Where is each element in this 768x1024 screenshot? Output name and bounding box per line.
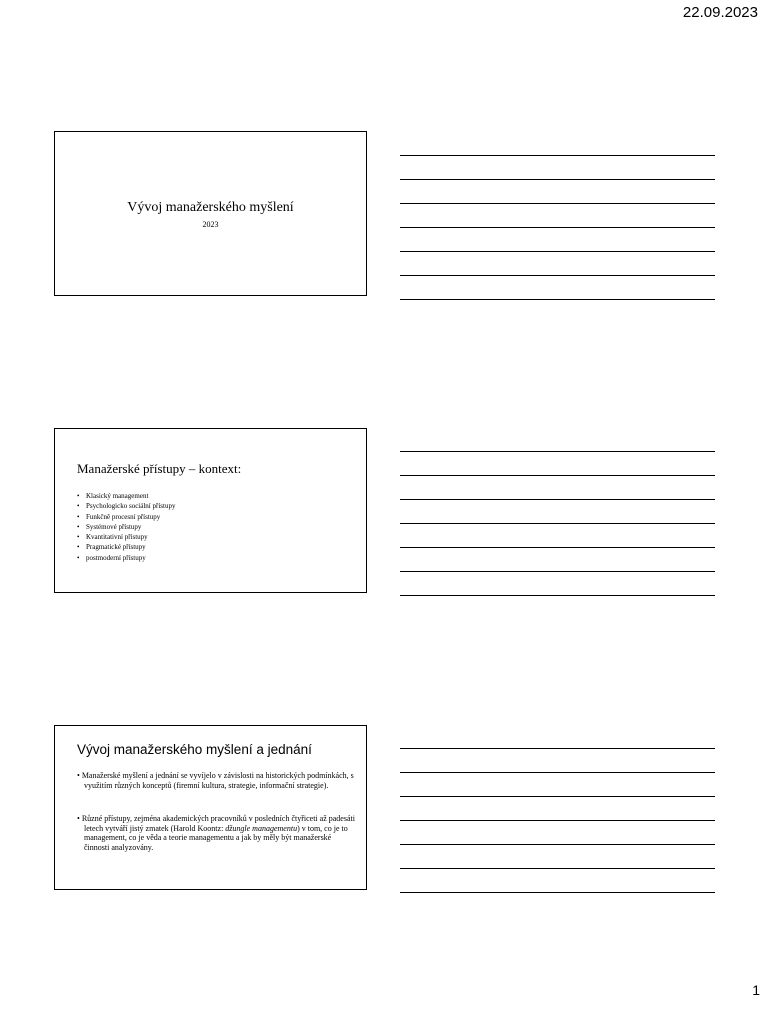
page-number: 1 [752,982,760,998]
paragraph-text: Různé přístupy, zejména akademických pracovníků v posledních čtyřiceti až padesáti letech vytváří jistý zmatek (Harold Koontz: [81,814,355,833]
note-line [400,595,715,596]
list-item: • Funkčně procesní přístupy [77,512,175,522]
slide-3-thumbnail [54,725,367,890]
slide-2-thumbnail [54,428,367,593]
note-line [400,203,715,204]
note-line [400,451,715,452]
slide-3-title: Vývoj manažerského myšlení a jednání [77,742,312,757]
note-line [400,499,715,500]
paragraph-text: ) v tom, co je to management, co je věda a teorie managementu a jak by měly být manažerské činnosti analyzovány. [84,823,348,852]
slide-3-paragraph-1 [77,771,356,790]
print-date: 22.09.2023 [682,4,758,21]
note-line [400,299,715,300]
slide-3-notes-lines [400,748,715,916]
list-item: • Systémové přístupy [77,522,175,532]
note-line [400,748,715,749]
list-item: • Kvantitativní přístupy [77,532,175,542]
note-line [400,155,715,156]
slide-2-notes-lines [400,451,715,619]
slide-2-bullet-list [77,491,175,563]
note-line [400,892,715,893]
slide-1-thumbnail [54,131,367,296]
note-line [400,547,715,548]
note-line [400,820,715,821]
note-line [400,475,715,476]
paragraph-text: Manažerské myšlení a jednání se vyvíjelo v závislosti na historických podmínkách, s využitím různých konceptů (firemní kultura, strategie, informační strategie). [81,771,354,790]
list-item: • Pragmatické přístupy [77,542,175,552]
note-line [400,523,715,524]
slide-2-title: Manažerské přístupy – kontext: [77,461,242,476]
list-item: • Klasický management [77,491,175,501]
slide-1-title: Vývoj manažerského myšlení [127,200,294,215]
list-item: • postmoderní přístupy [77,553,175,563]
paragraph-italic-text: džungle managementu [225,823,298,833]
note-line [400,227,715,228]
list-item: • Psychologicko sociální přístupy [77,501,175,511]
slide-1-subtitle: 2023 [202,220,219,229]
note-line [400,571,715,572]
note-line [400,796,715,797]
note-line [400,844,715,845]
slide-1-notes-lines [400,155,715,323]
note-line [400,772,715,773]
note-line [400,275,715,276]
note-line [400,868,715,869]
note-line [400,251,715,252]
slide-3-paragraph-2 [77,814,356,852]
note-line [400,179,715,180]
